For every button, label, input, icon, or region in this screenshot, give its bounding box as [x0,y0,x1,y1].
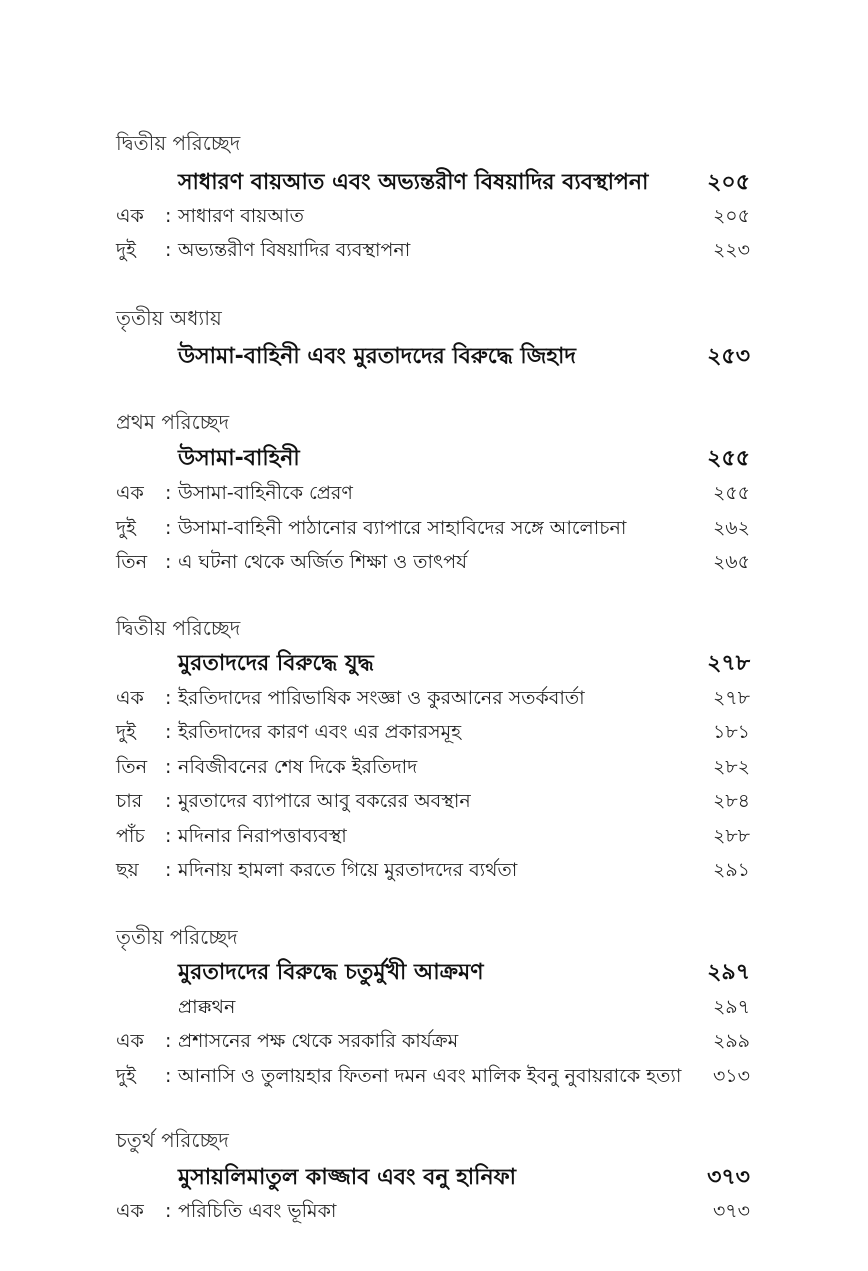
item-title: মুরতাদের ব্যাপারে আবু বকরের অবস্থান [178,790,471,812]
item-page-number: ২৬২ [712,517,750,539]
item-number-label: এক [116,1030,144,1052]
item-colon-separator: : [165,517,172,539]
chapter-page-number: ২৯৭ [707,960,750,985]
toc-item [0,853,868,887]
toc-item [0,233,868,267]
item-page-number: ১৮১ [713,721,750,743]
item-page-number: ২৯৯ [712,1030,750,1052]
item-title: মদিনায় হামলা করতে গিয়ে মুরতাদদের ব্যর্থতা [178,859,518,881]
section-heading [0,301,868,335]
section-heading [0,1123,868,1157]
item-page-number: ২০৫ [712,205,750,227]
item-title: প্রশাসনের পক্ষ থেকে সরকারি কার্যক্রম [178,1030,459,1052]
section-heading [0,126,868,160]
item-number-label: দুই [116,1065,136,1087]
item-colon-separator: : [165,756,172,778]
chapter-entry [0,647,868,681]
item-colon-separator: : [165,790,172,812]
item-number-label: এক [116,1200,144,1222]
item-number-label: ছয় [116,859,139,881]
toc-item [0,511,868,545]
item-title: উসামা-বাহিনী পাঠানোর ব্যাপারে সাহাবিদের সঙ্গে আলোচনা [178,517,627,539]
chapter-entry [0,956,868,990]
section-heading-text: চতুর্থ পরিচ্ছেদ [116,1128,229,1152]
chapter-title: উসামা-বাহিনী এবং মুরতাদদের বিরুদ্ধে জিহাদ [178,344,576,369]
toc-item [0,819,868,853]
chapter-page-number: ২৫৫ [707,446,750,471]
chapter-title: মুরতাদদের বিরুদ্ধে চতুর্মুখী আক্রমণ [178,960,484,985]
toc-item [0,1024,868,1058]
item-page-number: ২৬৫ [712,551,750,573]
chapter-page-number: ২৭৮ [707,651,750,676]
item-colon-separator: : [165,1030,172,1052]
item-number-label: দুই [116,721,136,743]
chapter-page-number: ২৫৩ [707,344,750,369]
toc-item [0,199,868,233]
chapter-page-number: ২০৫ [707,170,750,195]
toc-item [0,784,868,818]
item-page-number: ২৮৪ [712,790,750,812]
section-heading-text: দ্বিতীয় পরিচ্ছেদ [116,616,241,640]
item-page-number: ৩১৩ [712,1065,750,1087]
item-title: নবিজীবনের শেষ দিকে ইরতিদাদ [178,756,418,778]
section-heading-text: দ্বিতীয় পরিচ্ছেদ [116,131,241,155]
section-heading [0,920,868,954]
item-number-label: তিন [116,551,148,573]
section-heading [0,611,868,645]
item-colon-separator: : [165,825,172,847]
item-title: প্রাক্কথন [178,996,236,1018]
item-colon-separator: : [165,551,172,573]
item-title: আনাসি ও তুলায়হার ফিতনা দমন এবং মালিক ইবনু নুবায়রাকে হত্যা [178,1065,682,1087]
item-colon-separator: : [165,721,172,743]
chapter-entry [0,166,868,200]
item-number-label: এক [116,687,144,709]
item-number-label: এক [116,205,144,227]
section-heading-text: প্রথম পরিচ্ছেদ [116,410,230,434]
toc-item [0,990,868,1024]
item-title: ইরতিদাদের কারণ এবং এর প্রকারসমূহ [178,721,462,743]
section-heading-text: তৃতীয় পরিচ্ছেদ [116,925,238,949]
toc-item [0,1194,868,1228]
item-number-label: দুই [116,517,136,539]
item-number-label: এক [116,482,144,504]
chapter-page-number: ৩৭৩ [707,1165,750,1190]
toc-item [0,681,868,715]
item-page-number: ২৯১ [712,859,750,881]
toc-item [0,1059,868,1093]
item-colon-separator: : [165,1065,172,1087]
chapter-title: সাধারণ বায়আত এবং অভ্যন্তরীণ বিষয়াদির ব্যবস্থাপনা [178,170,649,195]
item-colon-separator: : [165,1200,172,1222]
item-colon-separator: : [165,239,172,261]
chapter-title: উসামা-বাহিনী [178,446,300,471]
item-title: উসামা-বাহিনীকে প্রেরণ [178,482,353,504]
toc-item [0,545,868,579]
item-page-number: ৩৭৩ [712,1200,750,1222]
item-page-number: ২২৩ [712,239,750,261]
item-page-number: ২৯৭ [712,996,750,1018]
item-colon-separator: : [165,205,172,227]
item-page-number: ২৫৫ [712,482,750,504]
chapter-title: মুসায়লিমাতুল কাজ্জাব এবং বনু হানিফা [178,1165,517,1190]
section-heading-text: তৃতীয় অধ্যায় [116,306,222,330]
item-title: পরিচিতি এবং ভূমিকা [178,1200,337,1222]
item-page-number: ২৮২ [712,756,750,778]
toc-item [0,750,868,784]
chapter-entry [0,340,868,374]
section-heading [0,405,868,439]
item-colon-separator: : [165,482,172,504]
item-colon-separator: : [165,859,172,881]
item-title: সাধারণ বায়আত [178,205,304,227]
chapter-entry [0,1161,868,1195]
item-title: ইরতিদাদের পারিভাষিক সংজ্ঞা ও কুরআনের সতর্কবার্তা [178,687,585,709]
item-title: মদিনার নিরাপত্তাব্যবস্থা [178,825,347,847]
toc-item [0,715,868,749]
chapter-entry [0,442,868,476]
item-number-label: পাঁচ [116,825,145,847]
toc-item [0,476,868,510]
item-title: অভ্যন্তরীণ বিষয়াদির ব্যবস্থাপনা [178,239,411,261]
item-page-number: ২৭৮ [712,687,750,709]
item-number-label: চার [116,790,143,812]
item-title: এ ঘটনা থেকে অর্জিত শিক্ষা ও তাৎপর্য [178,551,468,573]
item-colon-separator: : [165,687,172,709]
chapter-title: মুরতাদদের বিরুদ্ধে যুদ্ধ [178,651,374,676]
item-number-label: তিন [116,756,148,778]
item-page-number: ২৮৮ [712,825,750,847]
item-number-label: দুই [116,239,136,261]
